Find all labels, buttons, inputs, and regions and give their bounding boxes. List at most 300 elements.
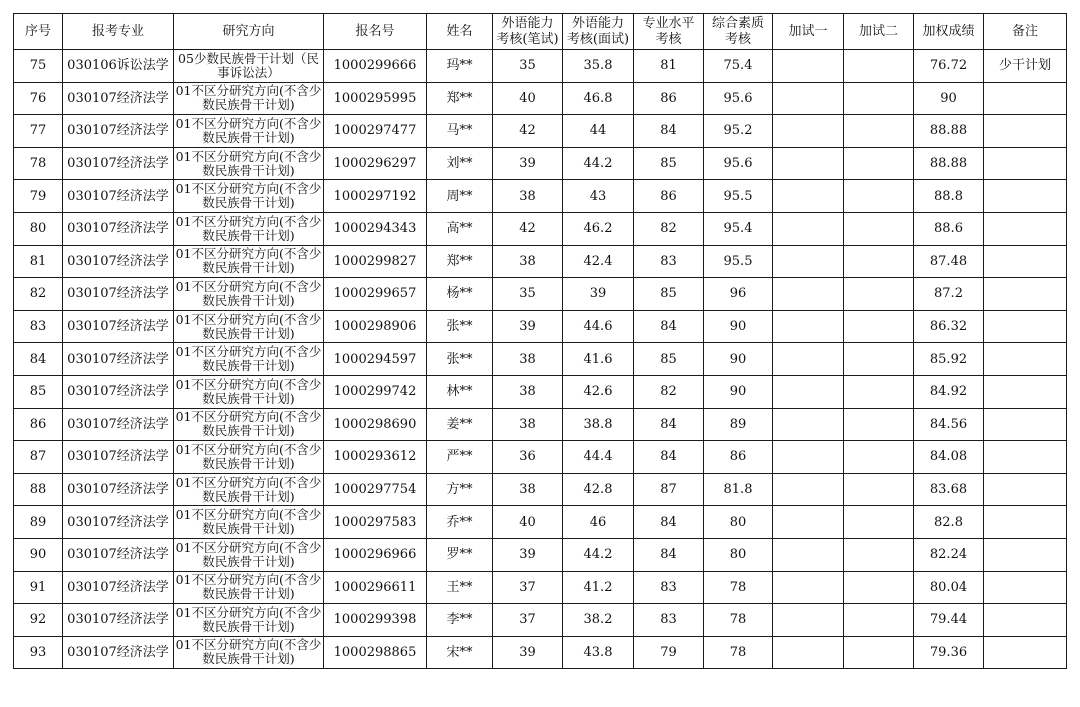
note-cell xyxy=(984,506,1067,539)
extra-test-1-cell xyxy=(773,506,844,539)
registration-number-cell: 1000299742 xyxy=(324,375,427,408)
table-row xyxy=(14,50,1067,83)
weighted-score-cell: 86.32 xyxy=(914,310,984,343)
name-cell: 郑** xyxy=(427,245,493,278)
note-cell xyxy=(984,310,1067,343)
extra-test-1-cell xyxy=(773,278,844,311)
note-cell xyxy=(984,408,1067,441)
direction-cell: 01不区分研究方向(不含少数民族骨干计划) xyxy=(174,571,324,604)
major-cell: 030107经济法学 xyxy=(63,147,174,180)
comprehensive-score-cell: 95.5 xyxy=(704,180,773,213)
major-cell: 030107经济法学 xyxy=(63,408,174,441)
seq-cell: 75 xyxy=(14,50,63,83)
table-row xyxy=(14,212,1067,245)
written-score-cell: 38 xyxy=(493,375,563,408)
seq-cell: 81 xyxy=(14,245,63,278)
weighted-score-cell: 84.56 xyxy=(914,408,984,441)
professional-score-cell: 81 xyxy=(634,50,704,83)
direction-cell: 01不区分研究方向(不含少数民族骨干计划) xyxy=(174,441,324,474)
weighted-score-cell: 79.36 xyxy=(914,636,984,669)
major-cell: 030107经济法学 xyxy=(63,180,174,213)
direction-cell: 01不区分研究方向(不含少数民族骨干计划) xyxy=(174,82,324,115)
column-header-label: 外语能力 xyxy=(501,15,554,31)
direction-cell: 01不区分研究方向(不含少数民族骨干计划) xyxy=(174,636,324,669)
weighted-score-cell: 88.88 xyxy=(914,115,984,148)
professional-score-cell: 79 xyxy=(634,636,704,669)
professional-score-cell: 84 xyxy=(634,506,704,539)
extra-test-2-cell xyxy=(844,343,914,376)
written-score-cell: 38 xyxy=(493,343,563,376)
seq-cell: 91 xyxy=(14,571,63,604)
registration-number-cell: 1000297477 xyxy=(324,115,427,148)
registration-number-cell: 1000295995 xyxy=(324,82,427,115)
seq-cell: 83 xyxy=(14,310,63,343)
name-cell: 高** xyxy=(427,212,493,245)
written-score-cell: 40 xyxy=(493,82,563,115)
name-cell: 姜** xyxy=(427,408,493,441)
seq-cell: 88 xyxy=(14,473,63,506)
oral-score-cell: 46.2 xyxy=(563,212,634,245)
extra-test-2-cell xyxy=(844,50,914,83)
comprehensive-score-cell: 90 xyxy=(704,343,773,376)
column-header xyxy=(634,14,704,50)
oral-score-cell: 35.8 xyxy=(563,50,634,83)
extra-test-1-cell xyxy=(773,343,844,376)
registration-number-cell: 1000296966 xyxy=(324,538,427,571)
registration-number-cell: 1000299666 xyxy=(324,50,427,83)
comprehensive-score-cell: 80 xyxy=(704,506,773,539)
name-cell: 马** xyxy=(427,115,493,148)
note-cell xyxy=(984,343,1067,376)
weighted-score-cell: 80.04 xyxy=(914,571,984,604)
extra-test-1-cell xyxy=(773,636,844,669)
comprehensive-score-cell: 95.6 xyxy=(704,82,773,115)
professional-score-cell: 84 xyxy=(634,115,704,148)
seq-cell: 82 xyxy=(14,278,63,311)
direction-cell: 01不区分研究方向(不含少数民族骨干计划) xyxy=(174,604,324,637)
registration-number-cell: 1000294597 xyxy=(324,343,427,376)
weighted-score-cell: 76.72 xyxy=(914,50,984,83)
column-header-label: 研究方向 xyxy=(222,23,275,39)
name-cell: 杨** xyxy=(427,278,493,311)
major-cell: 030107经济法学 xyxy=(63,506,174,539)
weighted-score-cell: 79.44 xyxy=(914,604,984,637)
seq-cell: 90 xyxy=(14,538,63,571)
comprehensive-score-cell: 95.6 xyxy=(704,147,773,180)
note-cell xyxy=(984,180,1067,213)
table-row xyxy=(14,473,1067,506)
extra-test-1-cell xyxy=(773,115,844,148)
extra-test-2-cell xyxy=(844,636,914,669)
note-cell xyxy=(984,604,1067,637)
table-row xyxy=(14,604,1067,637)
written-score-cell: 38 xyxy=(493,473,563,506)
name-cell: 周** xyxy=(427,180,493,213)
extra-test-2-cell xyxy=(844,538,914,571)
extra-test-2-cell xyxy=(844,278,914,311)
written-score-cell: 42 xyxy=(493,115,563,148)
oral-score-cell: 43 xyxy=(563,180,634,213)
weighted-score-cell: 82.24 xyxy=(914,538,984,571)
note-cell xyxy=(984,441,1067,474)
direction-cell: 01不区分研究方向(不含少数民族骨干计划) xyxy=(174,212,324,245)
name-cell: 严** xyxy=(427,441,493,474)
table-row xyxy=(14,245,1067,278)
name-cell: 乔** xyxy=(427,506,493,539)
score-sheet xyxy=(13,13,1067,669)
column-header-label: 加权成绩 xyxy=(922,23,975,39)
written-score-cell: 39 xyxy=(493,310,563,343)
seq-cell: 76 xyxy=(14,82,63,115)
weighted-score-cell: 88.8 xyxy=(914,180,984,213)
column-header xyxy=(324,14,427,50)
column-header-label: 报考专业 xyxy=(91,23,144,39)
name-cell: 宋** xyxy=(427,636,493,669)
extra-test-2-cell xyxy=(844,245,914,278)
column-header-label: 考核 xyxy=(724,31,751,47)
name-cell: 罗** xyxy=(427,538,493,571)
direction-cell: 01不区分研究方向(不含少数民族骨干计划) xyxy=(174,310,324,343)
major-cell: 030107经济法学 xyxy=(63,375,174,408)
registration-number-cell: 1000298690 xyxy=(324,408,427,441)
major-cell: 030106诉讼法学 xyxy=(63,50,174,83)
extra-test-1-cell xyxy=(773,604,844,637)
oral-score-cell: 43.8 xyxy=(563,636,634,669)
direction-cell: 01不区分研究方向(不含少数民族骨干计划) xyxy=(174,506,324,539)
table-row xyxy=(14,441,1067,474)
professional-score-cell: 83 xyxy=(634,245,704,278)
oral-score-cell: 39 xyxy=(563,278,634,311)
written-score-cell: 39 xyxy=(493,147,563,180)
comprehensive-score-cell: 80 xyxy=(704,538,773,571)
name-cell: 王** xyxy=(427,571,493,604)
major-cell: 030107经济法学 xyxy=(63,441,174,474)
written-score-cell: 38 xyxy=(493,245,563,278)
professional-score-cell: 84 xyxy=(634,310,704,343)
column-header-label: 外语能力 xyxy=(571,15,624,31)
extra-test-2-cell xyxy=(844,506,914,539)
professional-score-cell: 85 xyxy=(634,278,704,311)
written-score-cell: 36 xyxy=(493,441,563,474)
extra-test-1-cell xyxy=(773,473,844,506)
column-header xyxy=(63,14,174,50)
professional-score-cell: 82 xyxy=(634,212,704,245)
table-row xyxy=(14,571,1067,604)
extra-test-2-cell xyxy=(844,473,914,506)
comprehensive-score-cell: 89 xyxy=(704,408,773,441)
written-score-cell: 35 xyxy=(493,50,563,83)
oral-score-cell: 38.8 xyxy=(563,408,634,441)
seq-cell: 93 xyxy=(14,636,63,669)
direction-cell: 01不区分研究方向(不含少数民族骨干计划) xyxy=(174,278,324,311)
direction-cell: 01不区分研究方向(不含少数民族骨干计划) xyxy=(174,180,324,213)
weighted-score-cell: 87.48 xyxy=(914,245,984,278)
column-header-label: 报名号 xyxy=(355,23,395,39)
note-cell xyxy=(984,147,1067,180)
column-header-label: 序号 xyxy=(24,23,51,39)
seq-cell: 92 xyxy=(14,604,63,637)
weighted-score-cell: 88.6 xyxy=(914,212,984,245)
registration-number-cell: 1000294343 xyxy=(324,212,427,245)
table-row xyxy=(14,636,1067,669)
weighted-score-cell: 82.8 xyxy=(914,506,984,539)
direction-cell: 01不区分研究方向(不含少数民族骨干计划) xyxy=(174,473,324,506)
seq-cell: 78 xyxy=(14,147,63,180)
extra-test-1-cell xyxy=(773,375,844,408)
oral-score-cell: 38.2 xyxy=(563,604,634,637)
direction-cell: 05少数民族骨干计划（民事诉讼法） xyxy=(174,50,324,83)
extra-test-1-cell xyxy=(773,50,844,83)
major-cell: 030107经济法学 xyxy=(63,212,174,245)
column-header xyxy=(704,14,773,50)
professional-score-cell: 86 xyxy=(634,180,704,213)
table-header-row xyxy=(14,14,1067,50)
name-cell: 玛** xyxy=(427,50,493,83)
professional-score-cell: 83 xyxy=(634,604,704,637)
written-score-cell: 35 xyxy=(493,278,563,311)
comprehensive-score-cell: 75.4 xyxy=(704,50,773,83)
professional-score-cell: 84 xyxy=(634,538,704,571)
extra-test-1-cell xyxy=(773,180,844,213)
note-cell xyxy=(984,473,1067,506)
name-cell: 方** xyxy=(427,473,493,506)
table-row xyxy=(14,343,1067,376)
direction-cell: 01不区分研究方向(不含少数民族骨干计划) xyxy=(174,115,324,148)
note-cell: 少干计划 xyxy=(984,50,1067,83)
table-row xyxy=(14,115,1067,148)
written-score-cell: 42 xyxy=(493,212,563,245)
direction-cell: 01不区分研究方向(不含少数民族骨干计划) xyxy=(174,408,324,441)
major-cell: 030107经济法学 xyxy=(63,538,174,571)
oral-score-cell: 44.6 xyxy=(563,310,634,343)
seq-cell: 89 xyxy=(14,506,63,539)
extra-test-2-cell xyxy=(844,604,914,637)
professional-score-cell: 82 xyxy=(634,375,704,408)
column-header xyxy=(984,14,1067,50)
extra-test-1-cell xyxy=(773,571,844,604)
extra-test-1-cell xyxy=(773,147,844,180)
comprehensive-score-cell: 96 xyxy=(704,278,773,311)
registration-number-cell: 1000297583 xyxy=(324,506,427,539)
professional-score-cell: 87 xyxy=(634,473,704,506)
written-score-cell: 38 xyxy=(493,408,563,441)
column-header-label: 考核(面试) xyxy=(566,31,630,47)
extra-test-2-cell xyxy=(844,310,914,343)
registration-number-cell: 1000299398 xyxy=(324,604,427,637)
table-row xyxy=(14,408,1067,441)
major-cell: 030107经济法学 xyxy=(63,278,174,311)
weighted-score-cell: 84.08 xyxy=(914,441,984,474)
column-header-label: 加试一 xyxy=(788,23,828,39)
professional-score-cell: 84 xyxy=(634,408,704,441)
comprehensive-score-cell: 90 xyxy=(704,310,773,343)
major-cell: 030107经济法学 xyxy=(63,310,174,343)
major-cell: 030107经济法学 xyxy=(63,343,174,376)
registration-number-cell: 1000296611 xyxy=(324,571,427,604)
registration-number-cell: 1000297754 xyxy=(324,473,427,506)
column-header xyxy=(844,14,914,50)
oral-score-cell: 41.2 xyxy=(563,571,634,604)
oral-score-cell: 42.4 xyxy=(563,245,634,278)
oral-score-cell: 42.6 xyxy=(563,375,634,408)
registration-number-cell: 1000298906 xyxy=(324,310,427,343)
comprehensive-score-cell: 81.8 xyxy=(704,473,773,506)
seq-cell: 77 xyxy=(14,115,63,148)
table-body xyxy=(14,50,1067,669)
comprehensive-score-cell: 78 xyxy=(704,604,773,637)
extra-test-2-cell xyxy=(844,441,914,474)
table-row xyxy=(14,538,1067,571)
weighted-score-cell: 83.68 xyxy=(914,473,984,506)
table-row xyxy=(14,82,1067,115)
extra-test-1-cell xyxy=(773,538,844,571)
column-header-label: 专业水平 xyxy=(642,15,695,31)
note-cell xyxy=(984,375,1067,408)
table-row xyxy=(14,147,1067,180)
table-row xyxy=(14,278,1067,311)
registration-number-cell: 1000298865 xyxy=(324,636,427,669)
extra-test-1-cell xyxy=(773,310,844,343)
major-cell: 030107经济法学 xyxy=(63,115,174,148)
comprehensive-score-cell: 90 xyxy=(704,375,773,408)
note-cell xyxy=(984,538,1067,571)
oral-score-cell: 44 xyxy=(563,115,634,148)
seq-cell: 86 xyxy=(14,408,63,441)
written-score-cell: 39 xyxy=(493,636,563,669)
column-header xyxy=(493,14,563,50)
score-table xyxy=(13,13,1067,669)
extra-test-2-cell xyxy=(844,212,914,245)
oral-score-cell: 44.2 xyxy=(563,147,634,180)
weighted-score-cell: 84.92 xyxy=(914,375,984,408)
column-header xyxy=(174,14,324,50)
professional-score-cell: 83 xyxy=(634,571,704,604)
name-cell: 李** xyxy=(427,604,493,637)
oral-score-cell: 46 xyxy=(563,506,634,539)
weighted-score-cell: 85.92 xyxy=(914,343,984,376)
written-score-cell: 37 xyxy=(493,604,563,637)
extra-test-2-cell xyxy=(844,147,914,180)
extra-test-2-cell xyxy=(844,82,914,115)
note-cell xyxy=(984,115,1067,148)
note-cell xyxy=(984,212,1067,245)
extra-test-2-cell xyxy=(844,180,914,213)
extra-test-1-cell xyxy=(773,441,844,474)
extra-test-1-cell xyxy=(773,408,844,441)
extra-test-1-cell xyxy=(773,82,844,115)
oral-score-cell: 44.2 xyxy=(563,538,634,571)
note-cell xyxy=(984,82,1067,115)
professional-score-cell: 84 xyxy=(634,441,704,474)
comprehensive-score-cell: 95.4 xyxy=(704,212,773,245)
column-header xyxy=(563,14,634,50)
column-header-label: 综合素质 xyxy=(711,15,764,31)
extra-test-2-cell xyxy=(844,571,914,604)
professional-score-cell: 86 xyxy=(634,82,704,115)
note-cell xyxy=(984,278,1067,311)
seq-cell: 79 xyxy=(14,180,63,213)
oral-score-cell: 44.4 xyxy=(563,441,634,474)
written-score-cell: 40 xyxy=(493,506,563,539)
name-cell: 张** xyxy=(427,343,493,376)
major-cell: 030107经济法学 xyxy=(63,82,174,115)
direction-cell: 01不区分研究方向(不含少数民族骨干计划) xyxy=(174,538,324,571)
written-score-cell: 38 xyxy=(493,180,563,213)
name-cell: 张** xyxy=(427,310,493,343)
major-cell: 030107经济法学 xyxy=(63,636,174,669)
column-header xyxy=(14,14,63,50)
written-score-cell: 39 xyxy=(493,538,563,571)
comprehensive-score-cell: 95.2 xyxy=(704,115,773,148)
extra-test-1-cell xyxy=(773,245,844,278)
column-header-label: 备注 xyxy=(1011,23,1038,39)
extra-test-1-cell xyxy=(773,212,844,245)
major-cell: 030107经济法学 xyxy=(63,245,174,278)
professional-score-cell: 85 xyxy=(634,343,704,376)
extra-test-2-cell xyxy=(844,375,914,408)
column-header xyxy=(773,14,844,50)
column-header-label: 考核 xyxy=(655,31,682,47)
comprehensive-score-cell: 78 xyxy=(704,571,773,604)
registration-number-cell: 1000293612 xyxy=(324,441,427,474)
column-header-label: 姓名 xyxy=(446,23,473,39)
column-header xyxy=(427,14,493,50)
name-cell: 郑** xyxy=(427,82,493,115)
seq-cell: 87 xyxy=(14,441,63,474)
oral-score-cell: 46.8 xyxy=(563,82,634,115)
note-cell xyxy=(984,636,1067,669)
table-row xyxy=(14,310,1067,343)
comprehensive-score-cell: 78 xyxy=(704,636,773,669)
oral-score-cell: 42.8 xyxy=(563,473,634,506)
comprehensive-score-cell: 86 xyxy=(704,441,773,474)
registration-number-cell: 1000299657 xyxy=(324,278,427,311)
direction-cell: 01不区分研究方向(不含少数民族骨干计划) xyxy=(174,245,324,278)
table-row xyxy=(14,375,1067,408)
seq-cell: 80 xyxy=(14,212,63,245)
major-cell: 030107经济法学 xyxy=(63,571,174,604)
seq-cell: 85 xyxy=(14,375,63,408)
note-cell xyxy=(984,571,1067,604)
name-cell: 林** xyxy=(427,375,493,408)
professional-score-cell: 85 xyxy=(634,147,704,180)
seq-cell: 84 xyxy=(14,343,63,376)
comprehensive-score-cell: 95.5 xyxy=(704,245,773,278)
note-cell xyxy=(984,245,1067,278)
weighted-score-cell: 90 xyxy=(914,82,984,115)
weighted-score-cell: 88.88 xyxy=(914,147,984,180)
name-cell: 刘** xyxy=(427,147,493,180)
weighted-score-cell: 87.2 xyxy=(914,278,984,311)
column-header xyxy=(914,14,984,50)
registration-number-cell: 1000297192 xyxy=(324,180,427,213)
extra-test-2-cell xyxy=(844,408,914,441)
direction-cell: 01不区分研究方向(不含少数民族骨干计划) xyxy=(174,375,324,408)
column-header-label: 加试二 xyxy=(858,23,898,39)
registration-number-cell: 1000296297 xyxy=(324,147,427,180)
written-score-cell: 37 xyxy=(493,571,563,604)
table-row xyxy=(14,506,1067,539)
direction-cell: 01不区分研究方向(不含少数民族骨干计划) xyxy=(174,147,324,180)
table-row xyxy=(14,180,1067,213)
column-header-label: 考核(笔试) xyxy=(496,31,559,47)
direction-cell: 01不区分研究方向(不含少数民族骨干计划) xyxy=(174,343,324,376)
extra-test-2-cell xyxy=(844,115,914,148)
registration-number-cell: 1000299827 xyxy=(324,245,427,278)
oral-score-cell: 41.6 xyxy=(563,343,634,376)
major-cell: 030107经济法学 xyxy=(63,604,174,637)
major-cell: 030107经济法学 xyxy=(63,473,174,506)
